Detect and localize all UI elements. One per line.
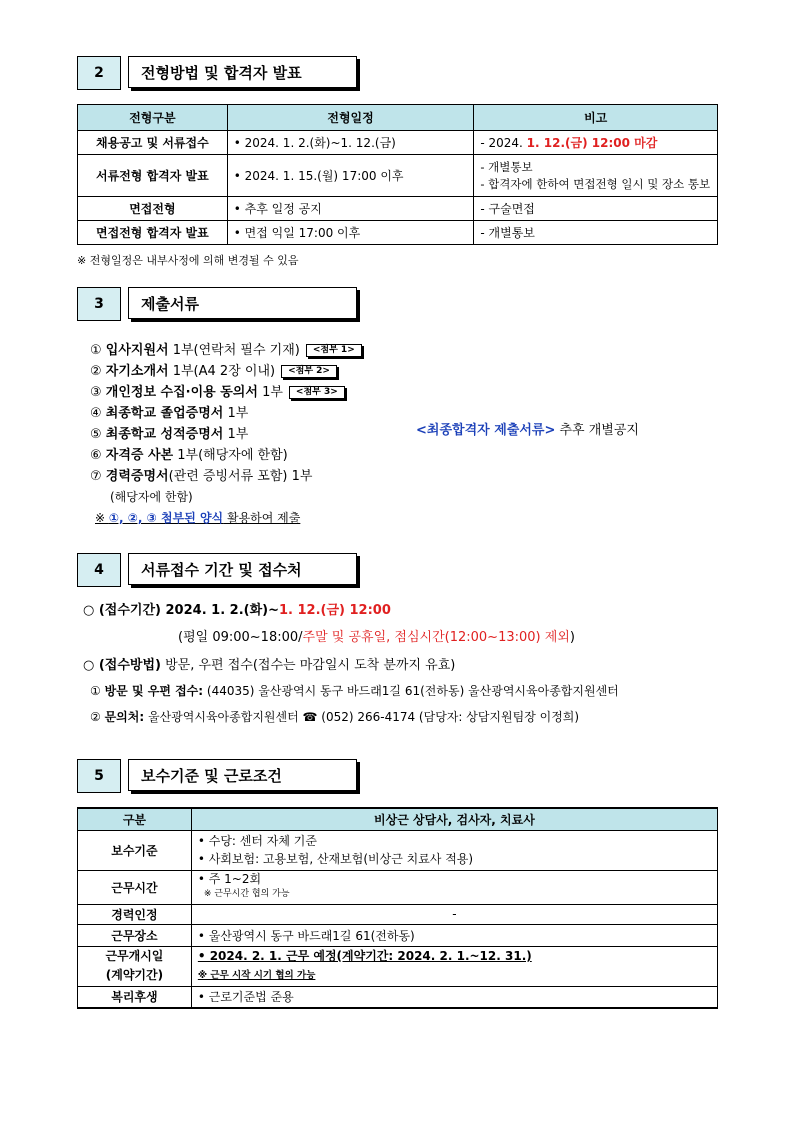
table-row: 복리후생 • 근로기준법 준용 [78, 986, 718, 1008]
col-header: 비상근 상담사, 검사자, 치료사 [191, 808, 717, 830]
col-header: 비고 [474, 105, 718, 131]
documents-note: ※ ①, ②, ③ 첨부된 양식 활용하여 제출 [95, 511, 301, 525]
list-item: ③ 개인정보 수집·이용 동의서 1부 <첨부 3> [90, 382, 362, 403]
list-item: ① 입사지원서 1부(연락처 필수 기재) <첨부 1> [90, 340, 362, 361]
documents-list: ① 입사지원서 1부(연락처 필수 기재) <첨부 1> ② 자기소개서 1부(A4 2장 이내) <첨부 2> ③ 개인정보 수집·이용 동의서 1부 <첨부 3> ④ 최종학교 졸업증명서 1부 ⑤ 최종학교 성적증명서 1부 ⑥ 자격증 사본 1부(해당자에 한함) ⑦ 경력증명서(관련 증빙서류 포함) 1부 (해당자에 한함) ※ ①, ②, ③ 첨부된 양식 활용하여 제출 [90, 340, 362, 529]
working-conditions-table [77, 807, 718, 1009]
section-title: 전형방법 및 합격자 발표 [128, 56, 357, 88]
table-row: 근무시간 • 주 1~2회 ※ 근무시간 협의 가능 [78, 870, 718, 904]
table-row: 근무장소 • 울산광역시 동구 바드래1길 61(전하동) [78, 924, 718, 946]
list-item: ⑥ 자격증 사본 1부(해당자에 한함) [90, 448, 288, 463]
section-title: 서류접수 기간 및 접수처 [128, 553, 357, 585]
weekday-hours: (평일 09:00~18:00/주말 및 공휴일, 점심시간(12:00~13:00) 제외) [178, 630, 575, 645]
section-number: 3 [77, 287, 121, 321]
table-row: 면접전형 • 추후 일정 공지 - 구술면접 [78, 197, 718, 221]
col-header: 전형일정 [227, 105, 474, 131]
attachment-tag: <첨부 1> [306, 344, 362, 357]
mail-address: ① 방문 및 우편 접수: (44035) 울산광역시 동구 바드래1길 61(전하동) 울산광역시육아종합지원센터 [90, 684, 619, 698]
table-row: 보수기준 • 수당: 센터 자체 기준 • 사회보험: 고용보험, 산재보험(비상근 치료사 적용) [78, 830, 718, 870]
application-method: ○ (접수방법) 방문, 우편 접수(접수는 마감일시 도착 분까지 유효) [83, 658, 456, 673]
list-item: ② 자기소개서 1부(A4 2장 이내) <첨부 2> [90, 361, 362, 382]
table-row: 근무개시일 (계약기간) • 2024. 2. 1. 근무 예정(계약기간: 2024. 2. 1.~12. 31.) ※ 근무 시작 시기 협의 가능 [78, 946, 718, 986]
table-row: 경력인정 - [78, 904, 718, 924]
col-header: 구분 [78, 808, 192, 830]
attachment-tag: <첨부 2> [281, 365, 337, 378]
section-number: 2 [77, 56, 121, 90]
table-row: 서류전형 합격자 발표 • 2024. 1. 15.(월) 17:00 이후 - 개별통보 - 합격자에 한하여 면접전형 일시 및 장소 통보 [78, 155, 718, 197]
col-header: 전형구분 [78, 105, 228, 131]
final-documents-note: <최종합격자 제출서류> 추후 개별공지 [416, 423, 639, 438]
application-period: ○ (접수기간) 2024. 1. 2.(화)~1. 12.(금) 12:00 [83, 603, 391, 618]
list-item: ④ 최종학교 졸업증명서 1부 [90, 406, 249, 421]
section-number: 5 [77, 759, 121, 793]
selection-schedule-table [77, 104, 718, 245]
attachment-tag: <첨부 3> [289, 386, 345, 399]
list-item: ⑤ 최종학교 성적증명서 1부 [90, 427, 249, 442]
list-item: ⑦ 경력증명서(관련 증빙서류 포함) 1부 [90, 469, 313, 484]
table-row: 면접전형 합격자 발표 • 면접 익일 17:00 이후 - 개별통보 [78, 221, 718, 245]
schedule-footnote: ※ 전형일정은 내부사정에 의해 변경될 수 있음 [77, 254, 299, 267]
contact-info: ② 문의처: 울산광역시육아종합지원센터 ☎ (052) 266-4174 (담당자: 상담지원팀장 이정희) [90, 710, 580, 724]
section-title: 보수기준 및 근로조건 [128, 759, 357, 791]
section-title: 제출서류 [128, 287, 357, 319]
section-number: 4 [77, 553, 121, 587]
table-row: 채용공고 및 서류접수 • 2024. 1. 2.(화)~1. 12.(금) - 2024. 1. 12.(금) 12:00 마감 [78, 131, 718, 155]
